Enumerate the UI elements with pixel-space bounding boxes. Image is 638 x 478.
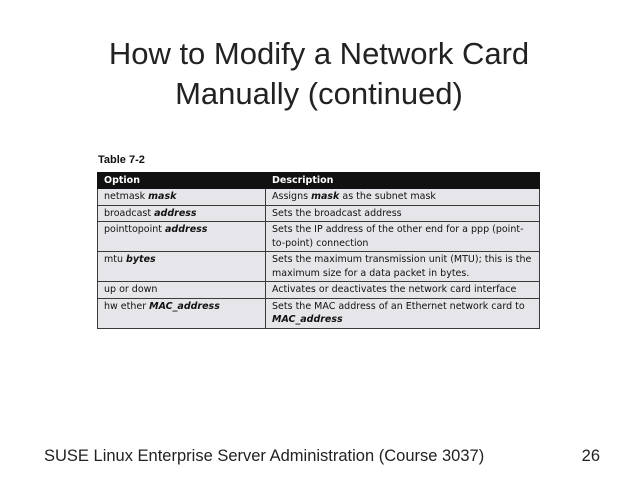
- description-text: Sets the MAC address of an Ethernet network card to: [272, 300, 525, 312]
- option-cell: [98, 282, 266, 299]
- option-text: broadcast: [104, 207, 155, 219]
- option-cell: [98, 189, 266, 206]
- column-header-description: Description: [266, 173, 540, 189]
- description-text: Assigns: [272, 191, 312, 202]
- slide-title-line-1: How to Modify a Network Card: [108, 36, 530, 71]
- description-cell: [266, 205, 540, 222]
- table-row: [98, 205, 540, 222]
- table-row: [98, 298, 540, 328]
- slide-title: [60, 34, 578, 114]
- description-text: Sets the broadcast address: [272, 207, 402, 219]
- description-text: Sets the IP address of the other end for a ppp (point-to-point) connection: [272, 224, 524, 249]
- option-argument: address: [165, 224, 208, 235]
- table-row: [98, 222, 540, 252]
- option-argument: mask: [148, 191, 177, 202]
- option-cell: [98, 252, 266, 282]
- option-argument: address: [154, 207, 197, 219]
- option-text: mtu: [104, 254, 127, 265]
- option-text: netmask: [104, 191, 149, 202]
- option-argument: bytes: [126, 254, 156, 265]
- option-text: pointtopoint: [104, 224, 166, 235]
- table-caption: Table 7-2: [98, 154, 145, 166]
- option-text: up or down: [104, 284, 158, 295]
- table-row: [98, 189, 540, 206]
- description-argument: mask: [311, 191, 340, 202]
- table-row: [98, 282, 540, 299]
- footer-course-title: SUSE Linux Enterprise Server Administration (Course 3037): [44, 447, 485, 465]
- description-cell: [266, 282, 540, 299]
- option-argument: MAC_address: [149, 300, 220, 312]
- description-text: Activates or deactivates the network card interface: [272, 284, 517, 295]
- description-cell: [266, 222, 540, 252]
- slide-title-line-2: Manually (continued): [175, 76, 463, 111]
- options-table: [97, 172, 540, 329]
- option-cell: [98, 222, 266, 252]
- description-cell: [266, 252, 540, 282]
- option-cell: [98, 205, 266, 222]
- description-text-tail: as the subnet mask: [339, 191, 436, 202]
- column-header-option: Option: [98, 173, 266, 189]
- footer-page-number: 26: [581, 447, 600, 465]
- description-cell: [266, 189, 540, 206]
- description-text: Sets the maximum transmission unit (MTU); this is the maximum size for a data packet in bytes.: [272, 254, 532, 279]
- description-argument: MAC_address: [272, 314, 343, 325]
- option-text: hw ether: [104, 300, 150, 312]
- description-cell: [266, 298, 540, 328]
- table-row: [98, 252, 540, 282]
- table-header-row: [98, 173, 540, 189]
- option-cell: [98, 298, 266, 328]
